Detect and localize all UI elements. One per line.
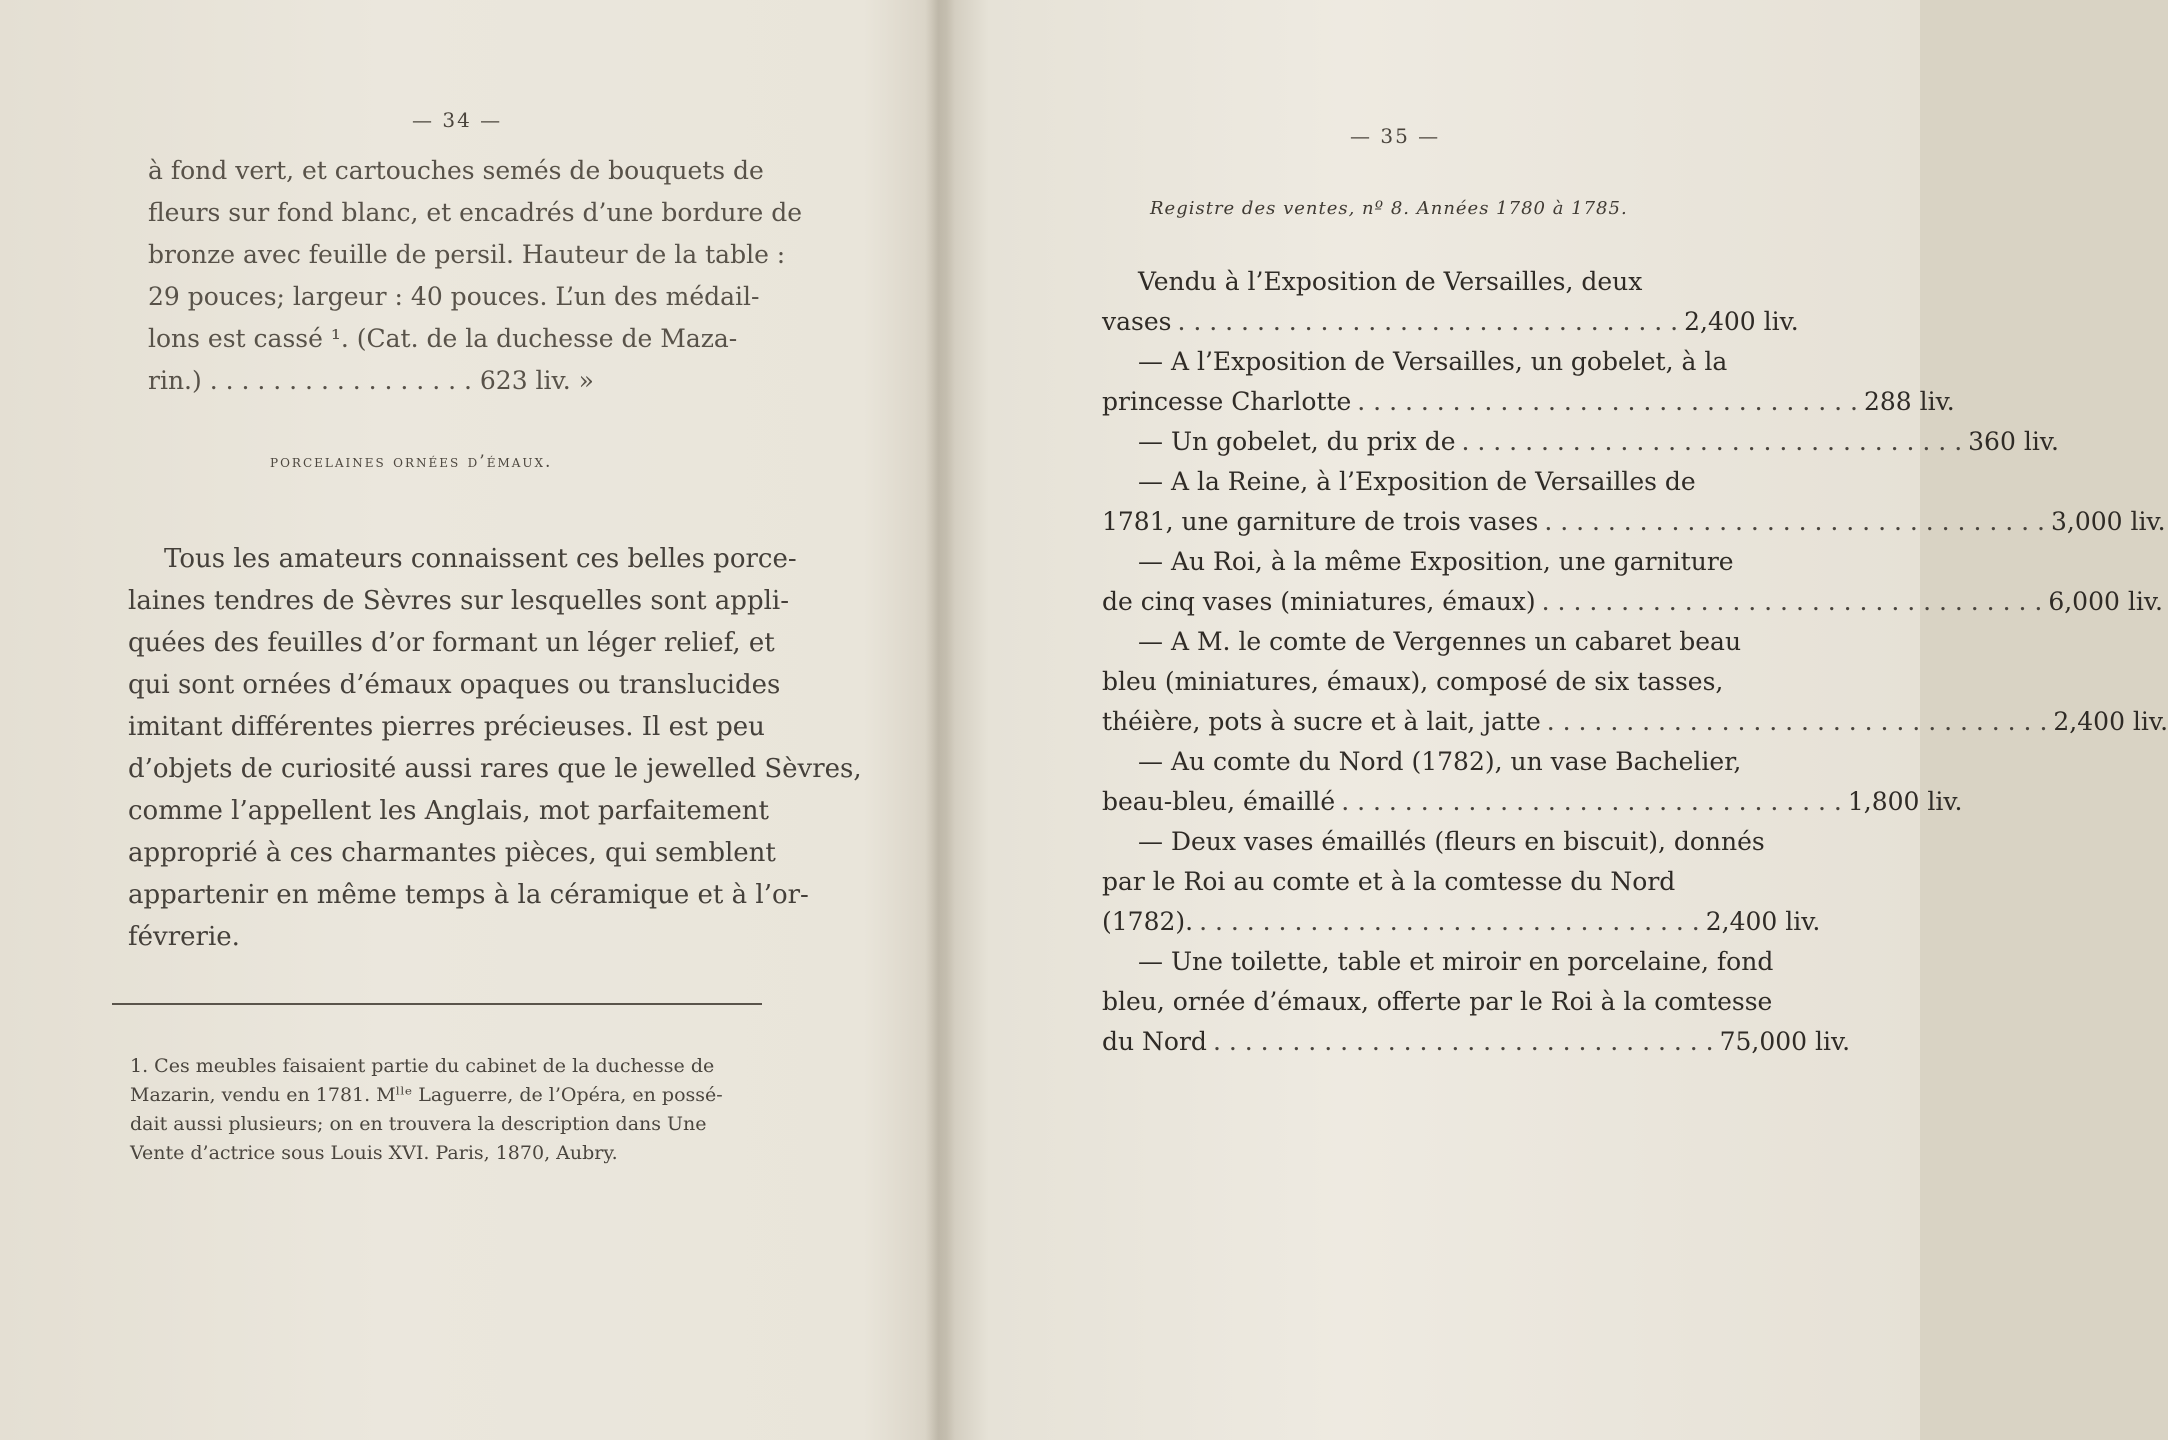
footnote-line: 1. Ces meubles faisaient partie du cabinet de la duchesse de [130,1055,715,1077]
entry-line [1102,702,2168,742]
entry-line: — Deux vases émaillés (fleurs en biscuit), donnés [1138,827,1765,856]
paragraph-line: d’objets de curiosité aussi rares que le jewelled Sèvres, [128,754,862,784]
entry-line: — A M. le comte de Vergennes un cabaret beau [1138,627,1742,656]
paragraph-line: comme l’appellent les Anglais, mot parfaitement [128,796,769,826]
leader-dots: . . . . . . . . . . . . . . . . . . . . . . . . . . . . . . . . [1212,1027,1714,1056]
left-page [0,0,930,1440]
page-number-left: — 34 — [412,108,503,132]
entry-price: 2,400 liv. [2053,707,2168,736]
entry-price: 3,000 liv. [2050,507,2166,536]
entry-line: — Une toilette, table et miroir en porcelaine, fond [1138,947,1774,976]
entry-line [1102,902,1821,942]
entry-price: 75,000 liv. [1719,1027,1851,1056]
entry-price: 2,400 liv. [1705,907,1821,936]
footnote-line: Vente d’actrice sous Louis XVI. Paris, 1870, Aubry. [130,1142,618,1164]
paragraph-line: laines tendres de Sèvres sur lesquelles sont appli- [128,586,790,616]
entry-text: — Un gobelet, du prix de [1138,427,1456,456]
entry-line: — A la Reine, à l’Exposition de Versailles de [1138,467,1696,496]
sales-entry [1102,262,1799,342]
text-line [148,360,776,402]
entry-line [1102,422,2059,462]
sales-entry [1102,622,2168,742]
paragraph-line: approprié à ces charmantes pièces, qui semblent [128,838,776,868]
page-number-right: — 35 — [1350,124,1441,148]
entry-text: théière, pots à sucre et à lait, jatte [1102,707,1541,736]
text-span: 29 pouces; largeur : 40 pouces. L’un des médail- [148,282,760,311]
text-line [148,276,776,318]
text-span: fleurs sur fond blanc, et encadrés d’une bordure de [148,198,802,227]
entry-line [1102,582,2163,622]
text-line [148,318,776,360]
paragraph-line: Tous les amateurs connaissent ces belles porce- [164,544,797,574]
sales-entry [1102,942,1851,1062]
paragraph-line: imitant différentes pierres précieuses. Il est peu [128,712,765,742]
text-line [148,234,786,276]
text-span: à fond vert, et cartouches semés de bouquets de [148,156,764,185]
entry-text: vases [1102,307,1172,336]
register-heading: Registre des ventes, nº 8. Années 1780 à 1785. [1150,198,1628,219]
entry-text: (1782). [1102,907,1194,936]
entry-price: 2,400 liv. [1684,307,1799,336]
entry-price: 6,000 liv. [2048,587,2163,616]
entry-line: par le Roi au comte et à la comtesse du Nord [1102,867,1676,896]
entry-line: — Au Roi, à la même Exposition, une garniture [1138,547,1734,576]
sales-entry [1102,822,1821,942]
text-span: rin.) . . . . . . . . . . . . . . . . . 623 liv. » [148,366,594,395]
entry-line: — A l’Exposition de Versailles, un gobelet, à la [1138,347,1728,376]
text-line [148,150,776,192]
footnote-divider [112,1003,762,1005]
leader-dots: . . . . . . . . . . . . . . . . . . . . . . . . . . . . . . . . [1341,787,1842,816]
leader-dots: . . . . . . . . . . . . . . . . . . . . . . . . . . . . . . . . [1544,507,2045,536]
entry-line [1102,782,1963,822]
right-page [950,0,2168,1440]
entry-text: de cinq vases (miniatures, émaux) [1102,587,1536,616]
entry-price: 288 liv. [1863,387,1955,416]
leader-dots: . . . . . . . . . . . . . . . . . . . . . . . . . . . . . . . . [1546,707,2048,736]
sales-entry [1102,542,2163,622]
entry-line: — Au comte du Nord (1782), un vase Bachelier, [1138,747,1742,776]
leader-dots: . . . . . . . . . . . . . . . . . . . . . . . . . . . . . . . . [1541,587,2043,616]
sales-entry [1102,342,1955,422]
entry-line: Vendu à l’Exposition de Versailles, deux [1138,267,1643,296]
entry-text: beau-bleu, émaillé [1102,787,1336,816]
entry-price: 360 liv. [1968,427,2059,456]
sales-entries [1102,262,2168,1062]
entry-text: princesse Charlotte [1102,387,1352,416]
leader-dots: . . . . . . . . . . . . . . . . . . . . . . . . . . . . . . . . [1177,307,1679,336]
footnote-line: Mazarin, vendu en 1781. Mˡˡᵉ Laguerre, de l’Opéra, en possé- [130,1084,723,1106]
sales-entry [1102,422,2059,462]
paragraph-line: févrerie. [128,922,240,952]
leader-dots: . . . . . . . . . . . . . . . . . . . . . . . . . . . . . . . . [1461,427,1963,456]
entry-text: du Nord [1102,1027,1207,1056]
leader-dots: . . . . . . . . . . . . . . . . . . . . . . . . . . . . . . . . [1199,907,1700,936]
paragraph-line: qui sont ornées d’émaux opaques ou translucides [128,670,781,700]
leader-dots: . . . . . . . . . . . . . . . . . . . . . . . . . . . . . . . . [1357,387,1858,416]
text-span: bronze avec feuille de persil. Hauteur de la table : [148,240,786,269]
text-line [148,192,802,234]
entry-line [1102,1022,1851,1062]
section-heading: porcelaines ornées d’émaux. [270,452,553,472]
entry-price: 1,800 liv. [1847,787,1963,816]
continuation-text [148,150,802,402]
entry-text: 1781, une garniture de trois vases [1102,507,1539,536]
entry-line [1102,302,1799,342]
footnote-line: dait aussi plusieurs; on en trouvera la description dans Une [130,1113,707,1135]
body-paragraph [128,538,862,958]
paragraph-line: appartenir en même temps à la céramique et à l’or- [128,880,809,910]
text-span: lons est cassé ¹. (Cat. de la duchesse de Maza- [148,324,738,353]
footnote [130,1052,770,1168]
entry-line [1102,502,2166,542]
paragraph-line: quées des feuilles d’or formant un léger relief, et [128,628,775,658]
entry-line: bleu, ornée d’émaux, offerte par le Roi à la comtesse [1102,987,1773,1016]
entry-line: bleu (miniatures, émaux), composé de six tasses, [1102,667,1724,696]
sales-entry [1102,742,1963,822]
sales-entry [1102,462,2166,542]
entry-line [1102,382,1955,422]
